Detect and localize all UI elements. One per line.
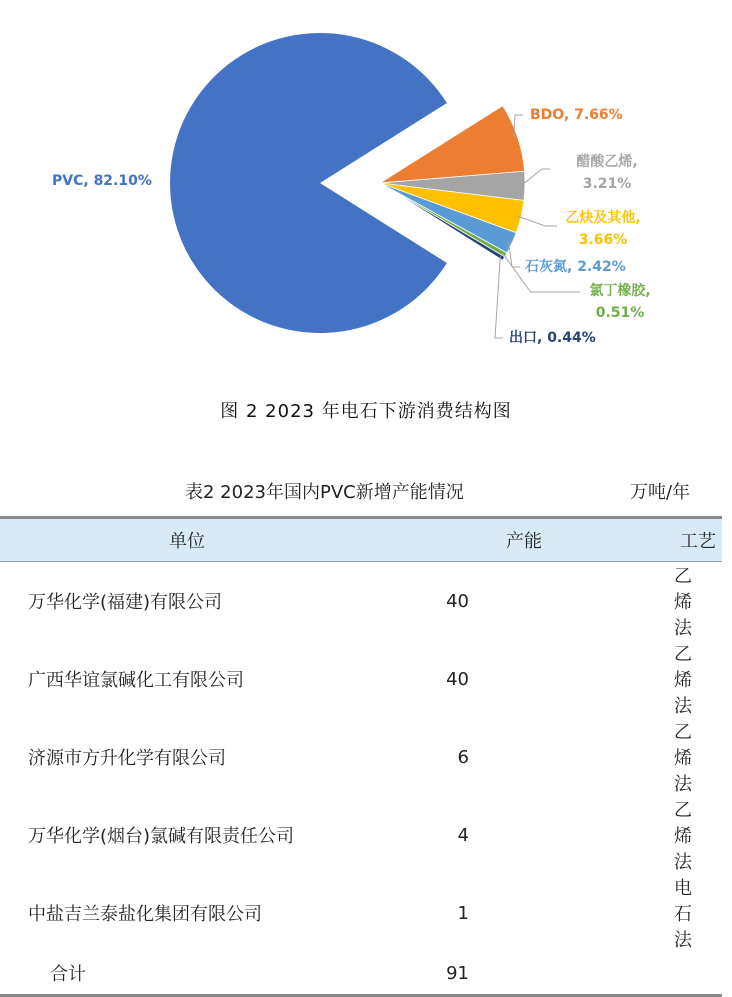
data-label-chloroprene-rubber: 氯丁橡胶, 0.51%	[589, 283, 651, 321]
total-process	[674, 952, 722, 996]
table-total-row	[0, 952, 722, 996]
table-row	[0, 874, 722, 952]
pie-chart	[30, 18, 685, 360]
cell-process: 乙烯法	[674, 800, 692, 873]
header-capacity: 产能	[374, 518, 674, 562]
cell-process: 电石法	[674, 878, 692, 951]
data-label-export: 出口, 0.44%	[509, 330, 596, 346]
pie-chart-svg	[30, 18, 685, 360]
header-process: 工艺	[674, 518, 722, 562]
data-label-bdo: BDO, 7.66%	[530, 107, 623, 123]
cell-capacity: 40	[446, 590, 469, 612]
table-header-row	[0, 518, 722, 562]
leader-line-acetylene-other	[517, 216, 557, 226]
data-label-acetylene-other: 乙炔及其他, 3.66%	[565, 210, 641, 248]
data-label-pvc: PVC, 82.10%	[52, 173, 152, 189]
cell-unit: 广西华谊氯碱化工有限公司	[28, 670, 244, 691]
table-title: 表2 2023年国内PVC新增产能情况	[185, 482, 464, 503]
cell-unit: 济源市方升化学有限公司	[28, 748, 226, 769]
cell-capacity: 4	[457, 824, 469, 846]
cell-unit: 万华化学(福建)有限公司	[28, 592, 223, 613]
cell-capacity: 40	[446, 668, 469, 690]
cell-capacity: 1	[457, 902, 469, 924]
table-row	[0, 796, 722, 874]
leader-line-export	[495, 257, 503, 339]
cell-process: 乙烯法	[674, 644, 692, 717]
total-capacity: 91	[374, 952, 674, 996]
cell-unit: 中盐吉兰泰盐化集团有限公司	[28, 904, 262, 925]
figure-caption: 图 2 2023 年电石下游消费结构图	[220, 401, 512, 422]
table-unit-label: 万吨/年	[630, 482, 691, 503]
cell-capacity: 6	[457, 746, 469, 768]
table-row	[0, 718, 722, 796]
capacity-table	[0, 516, 722, 997]
data-label-vinyl-acetate: 醋酸乙烯, 3.21%	[576, 154, 638, 192]
data-label-calcium-cyanamide: 石灰氮, 2.42%	[525, 259, 626, 275]
cell-unit: 万华化学(烟台)氯碱有限责任公司	[28, 826, 295, 847]
header-unit: 单位	[0, 518, 374, 562]
cell-process: 乙烯法	[674, 566, 692, 639]
total-label: 合计	[0, 952, 374, 996]
table-row	[0, 640, 722, 718]
cell-process: 乙烯法	[674, 722, 692, 795]
table-row	[0, 562, 722, 641]
